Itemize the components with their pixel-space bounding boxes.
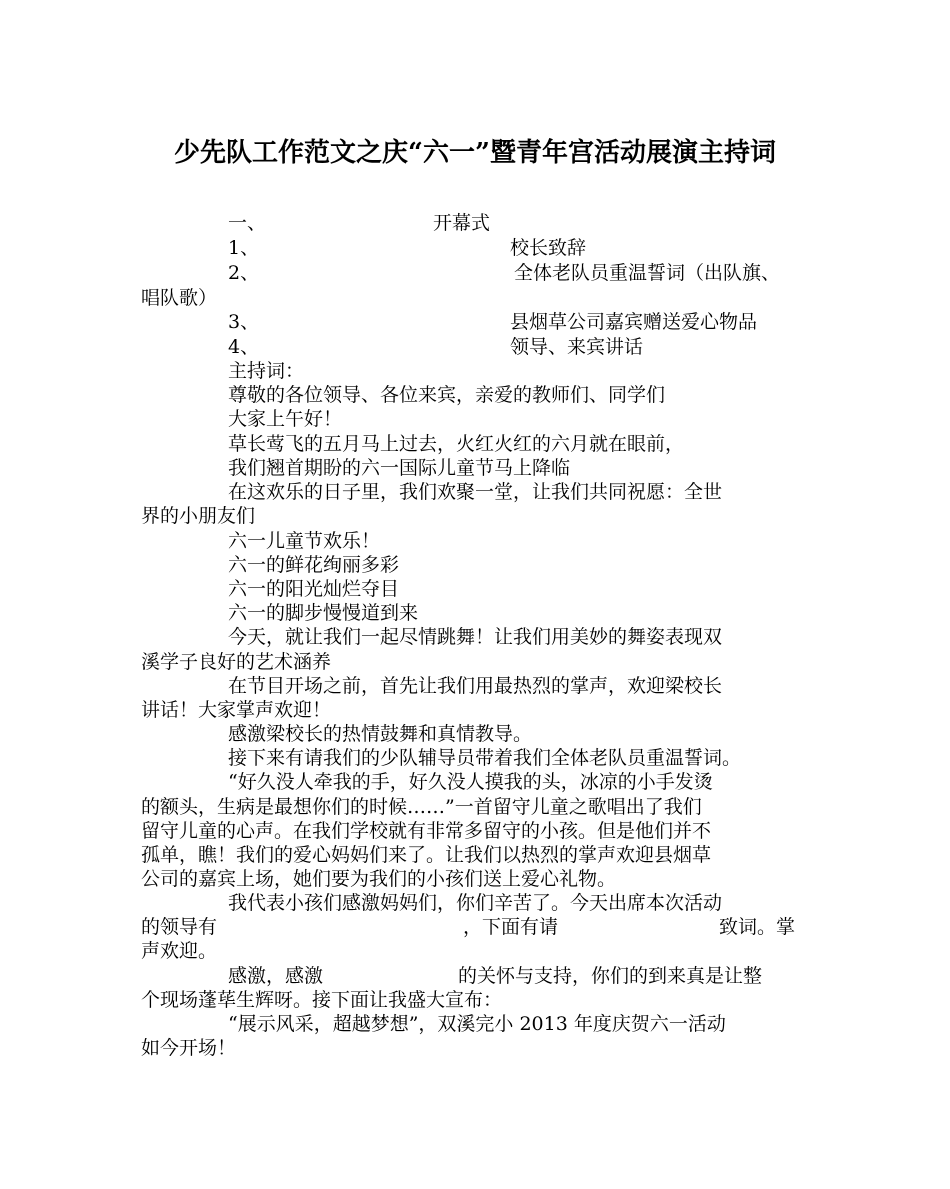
paragraph-line: 声欢迎。 [141, 940, 218, 962]
paragraph-line: 接下来有请我们的少队辅导员带着我们全体老队员重温誓词。 [228, 747, 742, 769]
paragraph-line: 六一儿童节欢乐！ [228, 530, 381, 552]
agenda-item-label: 县烟草公司嘉宾赠送爱心物品 [510, 311, 758, 333]
paragraph-line: 公司的嘉宾上场，她们要为我们的小孩们送上爱心礼物。 [141, 868, 617, 890]
paragraph-line: 在节目开场之前，首先让我们用最热烈的掌声，欢迎梁校长 [228, 675, 723, 697]
agenda-section-number: 一、 [228, 212, 267, 234]
paragraph-line: 大家上午好！ [228, 408, 343, 430]
document-title: 少先队工作范文之庆“六一”暨青年宫活动展演主持词 [174, 138, 776, 168]
agenda-item-continuation: 唱队歌） [141, 287, 218, 309]
paragraph-line: 尊敬的各位领导、各位来宾，亲爱的教师们、同学们 [228, 384, 666, 406]
agenda-item-number: 1、 [228, 237, 260, 259]
paragraph-line: 我们翘首期盼的六一国际儿童节马上降临 [228, 457, 571, 479]
paragraph-line: 我代表小孩们感激妈妈们，你们辛苦了。今天出席本次活动 [228, 892, 723, 914]
paragraph-line: “好久没人牵我的手，好久没人摸我的头，冰凉的小手发烫 [228, 771, 713, 793]
text-segment: 的关怀与支持，你们的到来真是让整 [458, 965, 763, 987]
paragraph-line: 的额头，生病是最想你们的时候……”一首留守儿童之歌唱出了我们 [141, 796, 702, 818]
paragraph-line: 今天，就让我们一起尽情跳舞！让我们用美妙的舞姿表现双 [228, 626, 723, 648]
paragraph-line: 草长莺飞的五月马上过去，火红火红的六月就在眼前， [228, 433, 685, 455]
paragraph-line: 如今开场！ [141, 1037, 237, 1059]
text-segment: ，下面有请 [463, 916, 559, 938]
text-segment: 致词。掌 [719, 916, 796, 938]
agenda-item-label: 校长致辞 [510, 237, 587, 259]
paragraph-line: “展示风采，超越梦想”，双溪完小 2013 年度庆贺六一活动 [228, 1013, 726, 1035]
paragraph-line: 感激梁校长的热情鼓舞和真情教导。 [228, 723, 533, 745]
paragraph-line: 讲话！大家掌声欢迎！ [141, 699, 332, 721]
host-label: 主持词： [228, 360, 305, 382]
agenda-item-number: 4、 [228, 336, 260, 358]
agenda-item-number: 3、 [228, 311, 260, 333]
paragraph-line: 留守儿童的心声。在我们学校就有非常多留守的小孩。但是他们并不 [141, 820, 712, 842]
paragraph-line: 溪学子良好的艺术涵养 [141, 651, 332, 673]
paragraph-line: 孤单，瞧！我们的爱心妈妈们来了。让我们以热烈的掌声欢迎县烟草 [141, 844, 712, 866]
text-segment: 的领导有 [141, 916, 218, 938]
agenda-section-label: 开幕式 [433, 212, 491, 234]
agenda-item-number: 2、 [228, 262, 260, 284]
agenda-item-label: 全体老队员重温誓词（出队旗、 [514, 262, 781, 284]
paragraph-line: 界的小朋友们 [141, 505, 256, 527]
text-segment: 感激，感激 [228, 965, 324, 987]
paragraph-line: 六一的脚步慢慢道到来 [228, 602, 419, 624]
agenda-item-label: 领导、来宾讲话 [510, 336, 644, 358]
paragraph-line: 六一的阳光灿烂夺目 [228, 578, 400, 600]
paragraph-line: 六一的鲜花绚丽多彩 [228, 554, 400, 576]
paragraph-line: 在这欢乐的日子里，我们欢聚一堂，让我们共同祝愿：全世 [228, 481, 723, 503]
paragraph-line: 个现场蓬荜生辉呀。接下面让我盛大宣布： [141, 989, 503, 1011]
